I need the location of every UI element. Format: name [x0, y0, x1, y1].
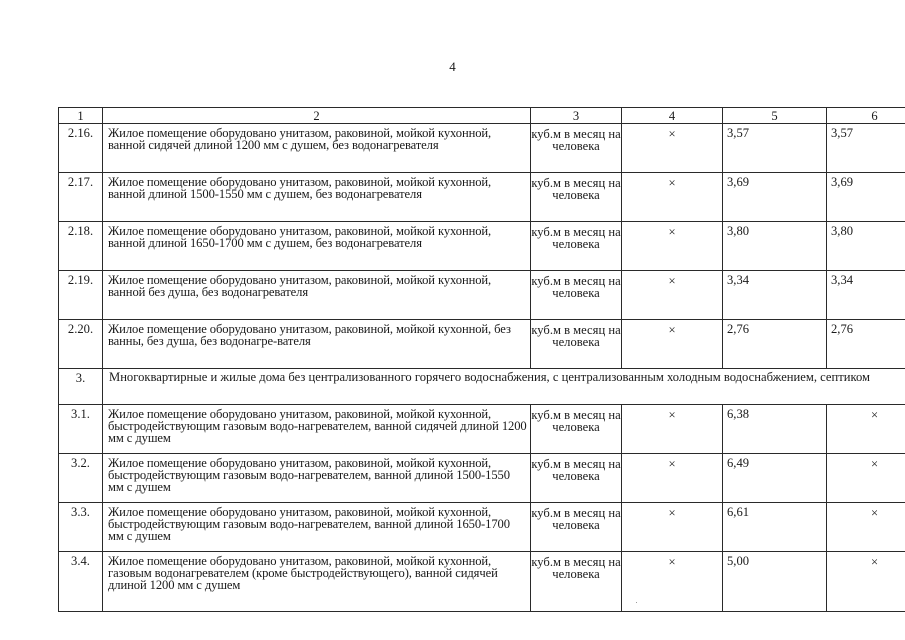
- row-number: 3.2.: [59, 454, 103, 503]
- table-row: [59, 552, 905, 612]
- column-header: 1: [59, 108, 103, 124]
- row-description: Жилое помещение оборудовано унитазом, раковиной, мойкой кухонной, ванной длиной 1650-1700 мм с душем, без водонагревателя: [103, 222, 531, 271]
- row-description: Жилое помещение оборудовано унитазом, раковиной, мойкой кухонной, ванной длиной 1500-1550 мм с душем, без водонагревателя: [103, 173, 531, 222]
- column-header: 5: [723, 108, 827, 124]
- cell-col5: 2,76: [723, 320, 827, 369]
- row-unit: куб.м в месяц на человека: [531, 320, 622, 369]
- row-number: 2.17.: [59, 173, 103, 222]
- cell-col5: 5,00: [723, 552, 827, 612]
- row-unit: куб.м в месяц на человека: [531, 124, 622, 173]
- cell-col4: ×: [622, 320, 723, 369]
- table-row: [59, 222, 905, 271]
- cell-col6: ×: [827, 454, 905, 503]
- table-row: [59, 124, 905, 173]
- column-header: 3: [531, 108, 622, 124]
- row-description: Жилое помещение оборудовано унитазом, раковиной, мойкой кухонной, газовым водонагревателем (кроме быстродействующего), ванной сидячей длиной 1200 мм с душем: [103, 552, 531, 612]
- cell-col6: ×: [827, 503, 905, 552]
- cell-col6: 3,69: [827, 173, 905, 222]
- header-row: [59, 108, 905, 124]
- column-header: 2: [103, 108, 531, 124]
- row-number: 2.20.: [59, 320, 103, 369]
- cell-col5: 6,38: [723, 405, 827, 454]
- table-row: [59, 173, 905, 222]
- row-unit: куб.м в месяц на человека: [531, 222, 622, 271]
- table-row: [59, 503, 905, 552]
- row-description: Жилое помещение оборудовано унитазом, раковиной, мойкой кухонной, ванной сидячей длиной 1200 мм с душем, без водонагревателя: [103, 124, 531, 173]
- cell-col6: 3,57: [827, 124, 905, 173]
- section-title: Многоквартирные и жилые дома без централизованного горячего водоснабжения, с централизованным холодным водоснабжением, септиком: [103, 369, 905, 405]
- table-row: [59, 320, 905, 369]
- row-number: 3.4.: [59, 552, 103, 612]
- row-description: Жилое помещение оборудовано унитазом, раковиной, мойкой кухонной, быстродействующим газовым водо-нагревателем, ванной длиной 1500-1550 мм с душем: [103, 454, 531, 503]
- scan-speck: [636, 602, 637, 603]
- page-number: 4: [449, 59, 456, 74]
- table-row: [59, 271, 905, 320]
- cell-col6: ×: [827, 405, 905, 454]
- row-number: 3.1.: [59, 405, 103, 454]
- cell-col6: 3,34: [827, 271, 905, 320]
- cell-col5: 6,49: [723, 454, 827, 503]
- row-description: Жилое помещение оборудовано унитазом, раковиной, мойкой кухонной, без ванны, без душа, без водонагре-вателя: [103, 320, 531, 369]
- row-unit: куб.м в месяц на человека: [531, 503, 622, 552]
- row-unit: куб.м в месяц на человека: [531, 405, 622, 454]
- row-unit: куб.м в месяц на человека: [531, 271, 622, 320]
- cell-col6: 3,80: [827, 222, 905, 271]
- cell-col4: ×: [622, 222, 723, 271]
- section-number: 3.: [59, 369, 103, 405]
- column-header: 4: [622, 108, 723, 124]
- cell-col5: 6,61: [723, 503, 827, 552]
- cell-col6: 2,76: [827, 320, 905, 369]
- row-number: 3.3.: [59, 503, 103, 552]
- row-unit: куб.м в месяц на человека: [531, 552, 622, 612]
- cell-col4: ×: [622, 173, 723, 222]
- cell-col4: ×: [622, 552, 723, 612]
- column-header: 6: [827, 108, 905, 124]
- row-description: Жилое помещение оборудовано унитазом, раковиной, мойкой кухонной, быстродействующим газовым водо-нагревателем, ванной сидячей длиной 1200 мм с душем: [103, 405, 531, 454]
- cell-col5: 3,57: [723, 124, 827, 173]
- row-unit: куб.м в месяц на человека: [531, 173, 622, 222]
- row-number: 2.19.: [59, 271, 103, 320]
- cell-col4: ×: [622, 271, 723, 320]
- section-row: [59, 369, 905, 405]
- row-description: Жилое помещение оборудовано унитазом, раковиной, мойкой кухонной, ванной без душа, без водонагревателя: [103, 271, 531, 320]
- norms-table: [58, 107, 905, 612]
- row-description: Жилое помещение оборудовано унитазом, раковиной, мойкой кухонной, быстродействующим газовым водо-нагревателем, ванной длиной 1650-1700 мм с душем: [103, 503, 531, 552]
- cell-col5: 3,69: [723, 173, 827, 222]
- cell-col6: ×: [827, 552, 905, 612]
- row-number: 2.16.: [59, 124, 103, 173]
- row-unit: куб.м в месяц на человека: [531, 454, 622, 503]
- cell-col4: ×: [622, 124, 723, 173]
- cell-col4: ×: [622, 503, 723, 552]
- cell-col5: 3,80: [723, 222, 827, 271]
- cell-col5: 3,34: [723, 271, 827, 320]
- cell-col4: ×: [622, 405, 723, 454]
- table-row: [59, 454, 905, 503]
- row-number: 2.18.: [59, 222, 103, 271]
- table-row: [59, 405, 905, 454]
- cell-col4: ×: [622, 454, 723, 503]
